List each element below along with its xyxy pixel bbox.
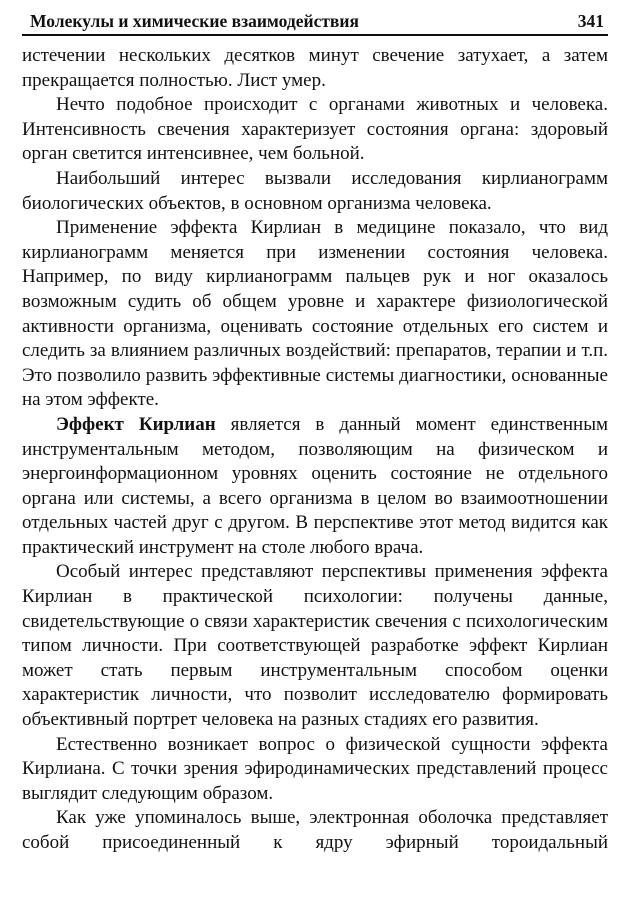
body-text — [22, 44, 608, 856]
paragraph-5-bold-term: Эффект Кирлиан — [56, 413, 216, 435]
paragraph-3-text: Наибольший интерес вызвали исследования кирлианограмм биологических объектов, в основном организма человека. — [22, 167, 608, 214]
paragraph-2-text: Нечто подобное происходит с органами животных и человека. Интенсивность свечения характеризует состояния органа: здоровый орган светится интенсивнее, чем больной. — [22, 94, 608, 165]
paragraph-1 — [22, 44, 608, 93]
paragraph-4-text: Применение эффекта Кирлиан в медицине показало, что вид кирлианограмм меняется при изменении состояния человека. Например, по виду кирлианограмм пальцев рук и ног оказалось возможным судить об общем уровне и характере физиологической активности организма, оценивать состояние отдельных его систем и следить за влиянием различных воздействий: препаратов, терапии и т.п. Это позволило развить эффективные системы диагностики, основанные на этом эффекте. — [22, 217, 608, 411]
chapter-title: Молекулы и химические взаимодействия — [30, 11, 359, 31]
paragraph-7 — [22, 733, 608, 807]
paragraph-8-text: Как уже упоминалось выше, электронная оболочка представляет собой присоединенный к ядру эфирный тороидальный — [22, 807, 608, 853]
paragraph-6-text: Особый интерес представляют перспективы применения эффекта Кирлиан в практической психологии: получены данные, свидетельствующие о связи характеристик свечения с психологическим типом личности. При соответствующей разработке эффект Кирлиан может стать первым инструментальным способом оценки характеристик личности, что позволит исследователю формировать объективный портрет человека на разных стадиях его развития. — [22, 561, 608, 731]
paragraph-3 — [22, 167, 608, 216]
paragraph-7-text: Естественно возникает вопрос о физической сущности эффекта Кирлиана. С точки зрения эфиродинамических представлений процесс выглядит следующим образом. — [22, 733, 608, 804]
paragraph-4 — [22, 216, 608, 413]
paragraph-6 — [22, 560, 608, 732]
paragraph-5-text: является в данный момент единственным инструментальным методом, позволяющим на физическом и энергоинформационном уровнях оценить состояние не отдельного органа или системы, а всего организма в целом во взаимоотношении отдельных частей друг с другом. В перспективе этот метод видится как практический инструмент на столе любого врача. — [22, 413, 609, 558]
running-header — [22, 0, 608, 36]
page-number: 341 — [577, 11, 604, 31]
paragraph-1-text: истечении нескольких десятков минут свечение затухает, а затем прекращается полностью. Лист умер. — [22, 45, 608, 91]
paragraph-5 — [22, 413, 608, 561]
paragraph-2 — [22, 93, 608, 167]
paragraph-8 — [22, 806, 608, 855]
